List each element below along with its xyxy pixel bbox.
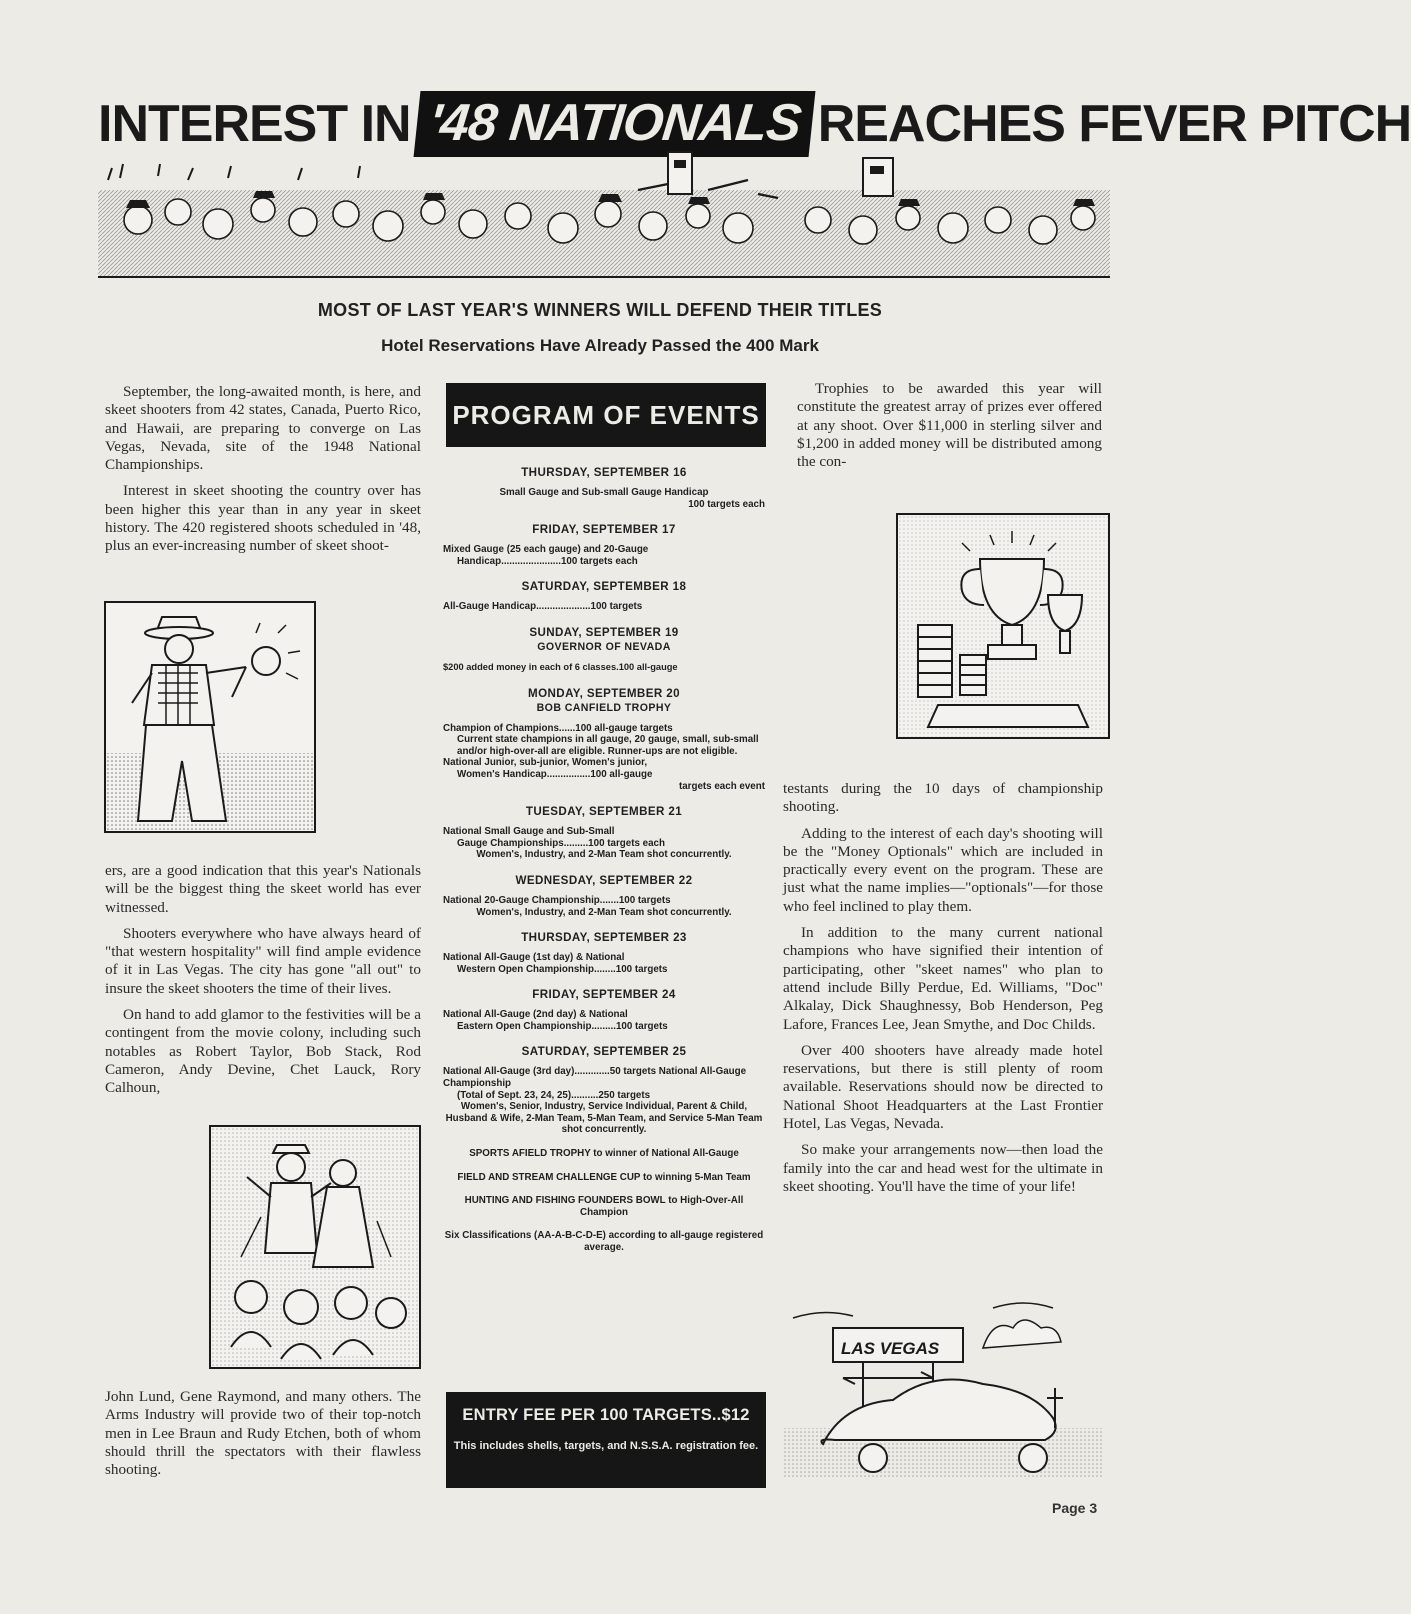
las-vegas-car-illustration-frame: [783, 1278, 1103, 1478]
event-line: National All-Gauge (2nd day) & National: [443, 1009, 628, 1021]
program-of-events: [443, 465, 765, 1254]
event-line: Women's, Industry, and 2-Man Team shot concurrently.: [476, 906, 732, 918]
paragraph: Over 400 shooters have already made hotel reservations, but there is still plenty of room available. Reservations should now be directed to National Shoot Headquarters at the Last Frontier Hotel, Las Vegas, Nevada.: [783, 1041, 1103, 1133]
award: [443, 1230, 765, 1253]
event-line: Handicap......................100 targets each: [457, 555, 638, 567]
headline-part-2: REACHES FEVER PITCH: [817, 95, 1411, 153]
event-line: Eastern Open Championship.........100 targets: [457, 1020, 668, 1032]
event-line: Women's, Senior, Industry, Service Individual, Parent & Child, Husband & Wife, 2-Man Team, 5-Man Team, and Service 5-Man Team shot concurrently.: [445, 1101, 763, 1136]
column-3-main: [783, 780, 1103, 1196]
program-event: [443, 1009, 765, 1032]
headline-part-1: INTEREST IN: [98, 95, 411, 153]
program-day: TUESDAY, SEPTEMBER 21: [525, 805, 683, 819]
column-3-top: [797, 380, 1102, 471]
program-event: All-Gauge Handicap....................100 targets: [443, 601, 643, 613]
crowd-illustration: [98, 150, 1110, 278]
event-line: Gauge Championships.........100 targets each: [457, 837, 665, 849]
column-1-middle: [105, 862, 421, 1098]
event-line: Women's, Industry, and 2-Man Team shot concurrently.: [476, 849, 732, 861]
paragraph: Interest in skeet shooting the country over has been higher this year than in any year in skeet history. The 420 registered shoots scheduled in '48, plus an ever-increasing number of skeet shoot-: [105, 482, 421, 555]
event-line: Women's Handicap................100 all-gauge: [457, 768, 653, 780]
paragraph: ers, are a good indication that this year's Nationals will be the biggest thing the skeet world has ever witnessed.: [105, 862, 421, 916]
award-text: SPORTS AFIELD TROPHY to winner of National All-Gauge: [469, 1148, 739, 1160]
paragraph: On hand to add glamor to the festivities will be a contingent from the movie colony, including such notables as Robert Taylor, Bob Stack, Rod Cameron, Andy Devine, Chet Lauck, Rory Calhoun,: [105, 1006, 421, 1097]
program-event: [443, 1066, 765, 1136]
paragraph: So make your arrangements now—then load the family into the car and head west for the ultimate in skeet shooting. You'll have the time of your life!: [783, 1141, 1103, 1195]
event-line: National All-Gauge (1st day) & National: [443, 952, 625, 964]
event-line: 100 targets each: [688, 498, 765, 510]
program-day-subtitle: BOB CANFIELD TROPHY: [536, 701, 672, 714]
event-line: targets each event: [678, 780, 765, 792]
event-line: National Junior, sub-junior, Women's junior,: [443, 757, 648, 769]
column-1-bottom: [105, 1388, 421, 1479]
paragraph: Adding to the interest of each day's shooting will be the "Money Optionals" which are included in practically every event on the program. These are just what the name implies—"optionals"—for those who feel inclined to play them.: [783, 824, 1103, 915]
entry-fee-note: This includes shells, targets, and N.S.S.A. registration fee.: [453, 1440, 759, 1452]
program-day: MONDAY, SEPTEMBER 20: [528, 686, 680, 700]
subhead-reservations: Hotel Reservations Have Already Passed the 400 Mark: [381, 336, 819, 355]
headline-badge: '48 NATIONALS: [413, 91, 815, 157]
paragraph: John Lund, Gene Raymond, and many others. The Arms Industry will provide two of their top-notch men in Lee Braun and Rudy Etchen, both of whom should thrill the spectators with their flawless shooting.: [105, 1388, 421, 1479]
program-day: SATURDAY, SEPTEMBER 25: [521, 1045, 687, 1059]
award: [443, 1195, 765, 1218]
program-title: PROGRAM OF EVENTS: [446, 383, 766, 447]
entry-fee-box: [446, 1392, 766, 1488]
program-day-subtitle: GOVERNOR OF NEVADA: [537, 640, 671, 653]
paragraph: Shooters everywhere who have always heard of "that western hospitality" will find ample evidence of it in Las Vegas. The city has gone "all out" to insure the skeet shooters the time of their lives.: [105, 924, 421, 997]
paragraph: testants during the 10 days of championship shooting.: [783, 780, 1103, 816]
program-day: FRIDAY, SEPTEMBER 17: [532, 523, 676, 537]
program-event: [443, 723, 765, 793]
celebrities-illustration: [209, 1125, 421, 1369]
event-line: National Small Gauge and Sub-Small: [443, 826, 615, 838]
event-line: National 20-Gauge Championship.......100 targets: [443, 894, 671, 906]
program-event: [443, 487, 765, 510]
trophies-illustration: [896, 513, 1110, 739]
las-vegas-sign-text: LAS VEGAS: [841, 1339, 940, 1358]
program-day: WEDNESDAY, SEPTEMBER 22: [515, 873, 693, 887]
event-line: (Total of Sept. 23, 24, 25)..........250 targets: [457, 1089, 651, 1101]
program-day: THURSDAY, SEPTEMBER 16: [521, 466, 687, 479]
award-text: Six Classifications (AA-A-B-C-D-E) according to all-gauge registered average.: [444, 1230, 764, 1253]
headline: [98, 92, 1411, 156]
event-line: Champion of Champions......100 all-gauge targets: [443, 722, 673, 734]
program-event: [443, 826, 765, 861]
award: [443, 1172, 765, 1184]
award: [443, 1148, 765, 1160]
program-event: [443, 895, 765, 918]
program-day: SUNDAY, SEPTEMBER 19: [529, 625, 679, 639]
column-1-top: [105, 383, 421, 556]
event-line: National All-Gauge (3rd day).............50 targets: [443, 1066, 657, 1078]
event-line: Western Open Championship........100 targets: [457, 963, 668, 975]
paragraph: Trophies to be awarded this year will constitute the greatest array of prizes ever offered at any shoot. Over $11,000 in sterling silver and $1,200 in added money will be distributed among the con-: [797, 380, 1102, 471]
paragraph: September, the long-awaited month, is here, and skeet shooters from 42 states, Canada, Puerto Rico, and Hawaii, are preparing to converge on Las Vegas, Nevada, site of the 1948 National Championships.: [105, 383, 421, 474]
program-day: FRIDAY, SEPTEMBER 24: [532, 988, 676, 1002]
page-number: Page 3: [1052, 1500, 1098, 1516]
program-event: [443, 952, 765, 975]
event-line: Current state champions in all gauge, 20 gauge, small, sub-small and/or high-over-all are eligible. Runner-ups are not eligible.: [457, 734, 759, 757]
award-text: FIELD AND STREAM CHALLENGE CUP to winning 5-Man Team: [457, 1171, 751, 1183]
paragraph: In addition to the many current national champions who have signified their intention of participating, other "skeet names" who plan to attend include Billy Perdue, Ed. Williams, "Doc" Alkalay, Dick Shaughnessy, Bob Henderson, Peg Lafore, Frances Lee, Jean Smythe, and Doc Childs.: [783, 924, 1103, 1033]
cowboy-illustration: [104, 601, 316, 833]
event-line: National All-Gauge Championship: [443, 1066, 747, 1090]
event-line: Mixed Gauge (25 each gauge) and 20-Gauge: [443, 544, 649, 556]
event-line: Small Gauge and Sub-small Gauge Handicap: [499, 487, 709, 498]
program-day: THURSDAY, SEPTEMBER 23: [521, 931, 687, 945]
program-day: SATURDAY, SEPTEMBER 18: [521, 580, 687, 594]
program-event: [443, 544, 765, 567]
program-event: $200 added money in each of 6 classes.100 all-gauge: [443, 661, 678, 672]
entry-fee-headline: ENTRY FEE PER 100 TARGETS..$12: [462, 1406, 750, 1424]
award-text: HUNTING AND FISHING FOUNDERS BOWL to High-Over-All Champion: [464, 1195, 744, 1218]
subhead-winners: MOST OF LAST YEAR'S WINNERS WILL DEFEND THEIR TITLES: [317, 300, 883, 320]
